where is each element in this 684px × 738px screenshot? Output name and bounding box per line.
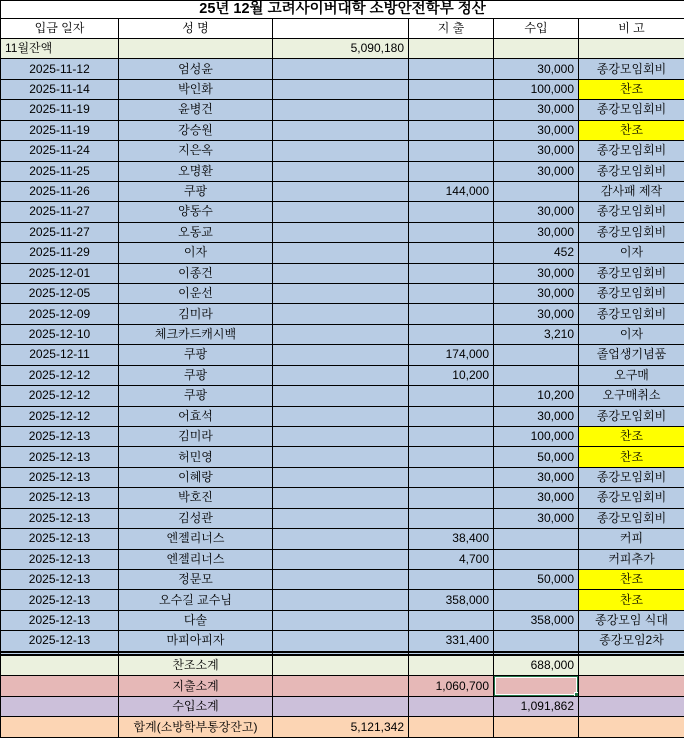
title-row <box>1 1 684 19</box>
cell-date[interactable]: 2025-12-13 <box>1 427 119 447</box>
cell-income[interactable]: 10,200 <box>494 386 579 406</box>
cell-expense[interactable] <box>409 284 494 304</box>
cell-income[interactable]: 30,000 <box>494 141 579 161</box>
cell-balance[interactable] <box>273 243 409 263</box>
table-row <box>1 655 684 675</box>
cell-note[interactable]: 종강모임회비 <box>579 263 684 283</box>
cell-name[interactable]: 정문모 <box>119 569 273 589</box>
cell-name[interactable]: 지출소계 <box>119 676 273 696</box>
cell-date[interactable]: 2025-11-19 <box>1 120 119 140</box>
table-row <box>1 243 684 263</box>
cell-name[interactable]: 이혜랑 <box>119 467 273 487</box>
cell-income[interactable] <box>494 529 579 549</box>
table-row <box>1 696 684 716</box>
cell-expense[interactable]: 38,400 <box>409 529 494 549</box>
cell-income[interactable]: 50,000 <box>494 569 579 589</box>
cell-note[interactable]: 이자 <box>579 324 684 344</box>
cell-income[interactable]: 30,000 <box>494 202 579 222</box>
cell-name[interactable]: 쿠팡 <box>119 365 273 385</box>
cell-expense[interactable] <box>409 467 494 487</box>
cell-expense[interactable]: 1,060,700 <box>409 676 494 696</box>
selection-border <box>494 676 579 696</box>
table-row <box>1 610 684 630</box>
cell-date[interactable]: 2025-11-14 <box>1 79 119 99</box>
cell-name[interactable]: 오명환 <box>119 161 273 181</box>
cell-income[interactable] <box>494 549 579 569</box>
cell-balance[interactable] <box>273 120 409 140</box>
cell-note[interactable]: 종강모임 식대 <box>579 610 684 630</box>
cell-name[interactable]: 다솔 <box>119 610 273 630</box>
cell-expense[interactable] <box>409 263 494 283</box>
cell-expense[interactable] <box>409 696 494 716</box>
cell-note[interactable]: 오구매취소 <box>579 386 684 406</box>
cell-expense[interactable] <box>409 488 494 508</box>
cell-expense[interactable]: 331,400 <box>409 631 494 651</box>
cell-name[interactable]: 오동교 <box>119 222 273 242</box>
cell-note[interactable] <box>579 717 684 738</box>
table-row <box>1 406 684 426</box>
cell-expense[interactable] <box>409 324 494 344</box>
table-row <box>1 79 684 99</box>
sheet-title[interactable]: 25년 12월 고려사이버대학 소방안전학부 정산 <box>1 1 684 19</box>
cell-note[interactable]: 종강모임회비 <box>579 508 684 528</box>
cell-note[interactable]: 감사패 제작 <box>579 181 684 201</box>
cell-note[interactable]: 종강모임2차 <box>579 631 684 651</box>
cell-name[interactable]: 엔젤리너스 <box>119 529 273 549</box>
cell-balance[interactable] <box>273 222 409 242</box>
cell-income[interactable]: 3,210 <box>494 324 579 344</box>
table-row <box>1 161 684 181</box>
cell-balance[interactable] <box>273 100 409 120</box>
cell-balance[interactable] <box>273 304 409 324</box>
cell-income[interactable]: 30,000 <box>494 100 579 120</box>
cell-expense[interactable] <box>409 427 494 447</box>
cell-date[interactable]: 2025-11-25 <box>1 161 119 181</box>
cell-expense[interactable] <box>409 141 494 161</box>
cell-name[interactable] <box>119 39 273 59</box>
cell-date[interactable] <box>1 696 119 716</box>
column-header-income[interactable]: 수입 <box>494 19 579 39</box>
cell-name[interactable]: 김미라 <box>119 427 273 447</box>
table-row <box>1 100 684 120</box>
cell-note[interactable]: 종강모임회비 <box>579 284 684 304</box>
table-row <box>1 631 684 651</box>
table-row <box>1 345 684 365</box>
cell-name[interactable]: 쿠팡 <box>119 386 273 406</box>
cell-name[interactable]: 엔젤리너스 <box>119 549 273 569</box>
table-row <box>1 508 684 528</box>
table-row <box>1 263 684 283</box>
cell-expense[interactable] <box>409 79 494 99</box>
table-row <box>1 529 684 549</box>
cell-expense[interactable]: 144,000 <box>409 181 494 201</box>
cell-name[interactable]: 박인화 <box>119 79 273 99</box>
cell-note[interactable]: 찬조 <box>579 120 684 140</box>
cell-note[interactable] <box>579 39 684 59</box>
cell-balance[interactable] <box>273 529 409 549</box>
cell-expense[interactable]: 358,000 <box>409 590 494 610</box>
cell-balance[interactable]: 5,090,180 <box>273 39 409 59</box>
cell-date[interactable]: 2025-12-13 <box>1 569 119 589</box>
cell-balance[interactable] <box>273 324 409 344</box>
cell-income[interactable]: 452 <box>494 243 579 263</box>
cell-expense[interactable] <box>409 508 494 528</box>
cell-balance[interactable] <box>273 59 409 79</box>
cell-note[interactable]: 종강모임회비 <box>579 222 684 242</box>
cell-expense[interactable] <box>409 222 494 242</box>
cell-note[interactable]: 커피 <box>579 529 684 549</box>
cell-note[interactable]: 찬조 <box>579 427 684 447</box>
cell-income[interactable] <box>494 631 579 651</box>
cell-name[interactable]: 찬조소계 <box>119 655 273 675</box>
cell-expense[interactable] <box>409 243 494 263</box>
table-row <box>1 284 684 304</box>
cell-balance[interactable] <box>273 365 409 385</box>
cell-balance[interactable] <box>273 488 409 508</box>
cell-balance[interactable] <box>273 590 409 610</box>
table-row <box>1 676 684 696</box>
cell-date[interactable]: 2025-11-19 <box>1 100 119 120</box>
cell-note[interactable]: 종강모임회비 <box>579 304 684 324</box>
cell-income[interactable] <box>494 717 579 738</box>
cell-income[interactable]: 30,000 <box>494 304 579 324</box>
table-row <box>1 447 684 467</box>
cell-date[interactable] <box>1 717 119 738</box>
cell-balance[interactable] <box>273 696 409 716</box>
cell-expense[interactable] <box>409 717 494 738</box>
cell-note[interactable]: 이자 <box>579 243 684 263</box>
cell-date[interactable]: 2025-12-13 <box>1 488 119 508</box>
cell-income[interactable]: 358,000 <box>494 610 579 630</box>
cell-note[interactable]: 종강모임회비 <box>579 100 684 120</box>
cell-balance[interactable] <box>273 141 409 161</box>
cell-name[interactable]: 어효석 <box>119 406 273 426</box>
cell-income[interactable] <box>494 590 579 610</box>
cell-note[interactable]: 졸업생기념품 <box>579 345 684 365</box>
header-row <box>1 19 684 39</box>
cell-date[interactable]: 2025-12-12 <box>1 386 119 406</box>
cell-income[interactable]: 30,000 <box>494 467 579 487</box>
cell-expense[interactable] <box>409 447 494 467</box>
cell-name[interactable]: 윤병건 <box>119 100 273 120</box>
cell-expense[interactable] <box>409 202 494 222</box>
cell-date[interactable]: 2025-12-13 <box>1 508 119 528</box>
cell-income[interactable] <box>494 39 579 59</box>
cell-name[interactable]: 박호진 <box>119 488 273 508</box>
cell-income[interactable]: 100,000 <box>494 79 579 99</box>
cell-balance[interactable] <box>273 263 409 283</box>
table-row <box>1 59 684 79</box>
cell-name[interactable]: 오수길 교수님 <box>119 590 273 610</box>
cell-date[interactable]: 2025-12-11 <box>1 345 119 365</box>
cell-income[interactable]: 1,091,862 <box>494 696 579 716</box>
cell-income[interactable]: 30,000 <box>494 284 579 304</box>
table-row <box>1 120 684 140</box>
table-row <box>1 717 684 738</box>
cell-name[interactable]: 쿠팡 <box>119 181 273 201</box>
cell-expense[interactable]: 4,700 <box>409 549 494 569</box>
cell-income[interactable]: 30,000 <box>494 59 579 79</box>
cell-income[interactable]: 30,000 <box>494 406 579 426</box>
cell-note[interactable]: 종강모임회비 <box>579 202 684 222</box>
cell-expense[interactable] <box>409 120 494 140</box>
cell-balance[interactable] <box>273 631 409 651</box>
table-row <box>1 549 684 569</box>
table-row <box>1 365 684 385</box>
cell-income[interactable] <box>494 345 579 365</box>
cell-name[interactable]: 이자 <box>119 243 273 263</box>
cell-name[interactable]: 강승원 <box>119 120 273 140</box>
cell-income[interactable]: 30,000 <box>494 161 579 181</box>
cell-income[interactable]: 688,000 <box>494 655 579 675</box>
cell-expense[interactable]: 10,200 <box>409 365 494 385</box>
cell-note[interactable] <box>579 676 684 696</box>
cell-date[interactable]: 2025-12-05 <box>1 284 119 304</box>
cell-date[interactable]: 2025-11-26 <box>1 181 119 201</box>
cell-date[interactable]: 2025-12-13 <box>1 610 119 630</box>
cell-note[interactable]: 종강모임회비 <box>579 406 684 426</box>
cell-balance[interactable] <box>273 386 409 406</box>
cell-date[interactable]: 2025-12-13 <box>1 549 119 569</box>
cell-date[interactable]: 2025-11-27 <box>1 202 119 222</box>
cell-balance[interactable] <box>273 406 409 426</box>
cell-balance[interactable] <box>273 676 409 696</box>
cell-balance[interactable] <box>273 345 409 365</box>
cell-expense[interactable] <box>409 304 494 324</box>
cell-income[interactable]: 30,000 <box>494 222 579 242</box>
cell-date[interactable]: 2025-12-09 <box>1 304 119 324</box>
cell-expense[interactable] <box>409 610 494 630</box>
cell-balance[interactable] <box>273 610 409 630</box>
cell-note[interactable]: 오구매 <box>579 365 684 385</box>
cell-date[interactable]: 2025-11-24 <box>1 141 119 161</box>
selected-cell[interactable] <box>494 676 579 696</box>
table-row <box>1 304 684 324</box>
cell-income[interactable]: 30,000 <box>494 488 579 508</box>
cell-name[interactable]: 지은옥 <box>119 141 273 161</box>
cell-balance[interactable] <box>273 655 409 675</box>
cell-balance[interactable]: 5,121,342 <box>273 717 409 738</box>
cell-name[interactable]: 마피아피자 <box>119 631 273 651</box>
cell-note[interactable]: 종강모임회비 <box>579 59 684 79</box>
column-header-expense[interactable]: 지 출 <box>409 19 494 39</box>
column-header-note[interactable]: 비 고 <box>579 19 684 39</box>
table-row <box>1 141 684 161</box>
table-row <box>1 324 684 344</box>
cell-date[interactable]: 2025-12-13 <box>1 529 119 549</box>
table-row <box>1 222 684 242</box>
cell-name[interactable]: 김성관 <box>119 508 273 528</box>
cell-balance[interactable] <box>273 181 409 201</box>
cell-income[interactable]: 100,000 <box>494 427 579 447</box>
cell-name[interactable]: 이운선 <box>119 284 273 304</box>
cell-income[interactable]: 30,000 <box>494 120 579 140</box>
cell-name[interactable]: 수입소계 <box>119 696 273 716</box>
cell-expense[interactable] <box>409 100 494 120</box>
column-header-name[interactable]: 성 명 <box>119 19 273 39</box>
cell-balance[interactable] <box>273 427 409 447</box>
cell-income[interactable]: 30,000 <box>494 263 579 283</box>
cell-note[interactable]: 종강모임회비 <box>579 161 684 181</box>
cell-name[interactable]: 허민영 <box>119 447 273 467</box>
cell-date[interactable]: 2025-12-12 <box>1 365 119 385</box>
cell-date[interactable]: 11월잔액 <box>1 39 119 59</box>
cell-note[interactable] <box>579 655 684 675</box>
cell-expense[interactable] <box>409 655 494 675</box>
cell-expense[interactable] <box>409 161 494 181</box>
cell-note[interactable]: 종강모임회비 <box>579 488 684 508</box>
cell-name[interactable]: 쿠팡 <box>119 345 273 365</box>
cell-balance[interactable] <box>273 284 409 304</box>
cell-date[interactable]: 2025-12-13 <box>1 631 119 651</box>
cell-income[interactable] <box>494 365 579 385</box>
cell-date[interactable]: 2025-12-13 <box>1 467 119 487</box>
cell-date[interactable]: 2025-12-01 <box>1 263 119 283</box>
cell-date[interactable]: 2025-12-13 <box>1 447 119 467</box>
cell-date[interactable]: 2025-11-29 <box>1 243 119 263</box>
cell-expense[interactable] <box>409 39 494 59</box>
cell-expense[interactable]: 174,000 <box>409 345 494 365</box>
cell-name[interactable]: 합계(소방학부통장잔고) <box>119 717 273 738</box>
cell-name[interactable]: 김미라 <box>119 304 273 324</box>
cell-date[interactable]: 2025-11-12 <box>1 59 119 79</box>
cell-income[interactable]: 50,000 <box>494 447 579 467</box>
column-header-blank[interactable] <box>273 19 409 39</box>
cell-expense[interactable] <box>409 569 494 589</box>
table-row <box>1 202 684 222</box>
cell-name[interactable]: 이종건 <box>119 263 273 283</box>
cell-balance[interactable] <box>273 161 409 181</box>
cell-name[interactable]: 체크카드캐시백 <box>119 324 273 344</box>
table-row <box>1 467 684 487</box>
cell-note[interactable]: 찬조 <box>579 79 684 99</box>
cell-note[interactable] <box>579 696 684 716</box>
cell-name[interactable]: 양동수 <box>119 202 273 222</box>
table-row <box>1 569 684 589</box>
table-row <box>1 386 684 406</box>
cell-date[interactable] <box>1 676 119 696</box>
cell-expense[interactable] <box>409 406 494 426</box>
cell-date[interactable]: 2025-12-12 <box>1 406 119 426</box>
cell-balance[interactable] <box>273 508 409 528</box>
cell-note[interactable]: 종강모임회비 <box>579 141 684 161</box>
cell-balance[interactable] <box>273 447 409 467</box>
cell-note[interactable]: 종강모임회비 <box>579 467 684 487</box>
cell-note[interactable]: 커피추가 <box>579 549 684 569</box>
cell-date[interactable]: 2025-12-13 <box>1 590 119 610</box>
cell-name[interactable]: 엄성윤 <box>119 59 273 79</box>
table-row <box>1 181 684 201</box>
table-row <box>1 488 684 508</box>
cell-date[interactable]: 2025-11-27 <box>1 222 119 242</box>
cell-income[interactable] <box>494 181 579 201</box>
fill-handle[interactable] <box>574 692 579 697</box>
cell-expense[interactable] <box>409 59 494 79</box>
cell-balance[interactable] <box>273 549 409 569</box>
column-header-date[interactable]: 입금 일자 <box>1 19 119 39</box>
cell-balance[interactable] <box>273 467 409 487</box>
cell-note[interactable]: 찬조 <box>579 447 684 467</box>
cell-expense[interactable] <box>409 386 494 406</box>
table-row <box>1 590 684 610</box>
cell-balance[interactable] <box>273 79 409 99</box>
cell-balance[interactable] <box>273 569 409 589</box>
cell-balance[interactable] <box>273 202 409 222</box>
cell-income[interactable]: 30,000 <box>494 508 579 528</box>
cell-date[interactable]: 2025-12-10 <box>1 324 119 344</box>
cell-note[interactable]: 찬조 <box>579 569 684 589</box>
cell-note[interactable]: 찬조 <box>579 590 684 610</box>
cell-date[interactable] <box>1 655 119 675</box>
table-row <box>1 427 684 447</box>
table-row <box>1 39 684 59</box>
